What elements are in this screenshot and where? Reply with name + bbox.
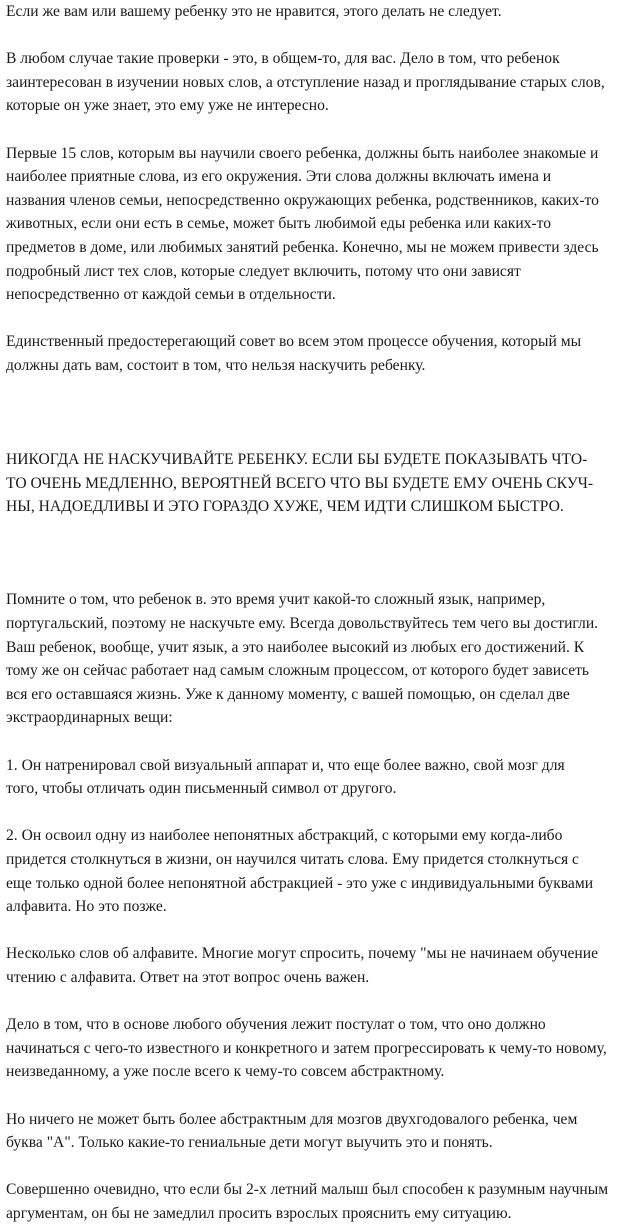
text-line: которые он уже знает, это ему уже не интересно. [6, 97, 329, 115]
text-line: Дело в том, что в основе любого обучения лежит постулат о том, что оно должно [6, 1016, 546, 1034]
paragraph-2 [6, 47, 616, 118]
text-line: португальский, поэтому не наскучьте ему. Всегда довольствуйтесь тем чего вы достигли. [6, 615, 599, 633]
text-line: буква "А". Только какие-то гениальные дети могут выучить это и понять. [6, 1134, 493, 1152]
text-line: В любом случае такие проверки - это, в общем-то, для вас. Дело в том, что ребенок [6, 50, 560, 68]
text-line: Несколько слов об алфавите. Многие могут спросить, почему "мы не начинаем обучение [6, 945, 599, 963]
text-line: экстраординарных вещи: [6, 709, 173, 727]
text-line: еще только одной более непонятной абстракцией - это уже с индивидуальными буквами [6, 874, 594, 892]
text-line: аргументам, он бы не замедлил просить взрослых прояснить ему ситуацию. [6, 1204, 512, 1222]
paragraph-6 [6, 588, 616, 730]
text-line: тому же он сейчас работает над самым сложным процессом, от которого будет зависеть [6, 662, 590, 680]
text-line: НЫ, НАДОЕДЛИВЫ И ЭТО ГОРАЗДО ХУЖЕ, ЧЕМ ИДТИ СЛИШКОМ БЫСТРО. [6, 498, 564, 516]
text-line: начинаться с чего-то известного и конкретного и затем прогрессировать к чему-то новому, [6, 1039, 607, 1057]
text-line: наиболее приятные слова, из его окружения. Эти слова должны включать имена и [6, 168, 552, 186]
document-page [6, 0, 616, 1226]
text-line: должны дать вам, состоит в том, что нельзя наскучить ребенку. [6, 356, 426, 374]
paragraph-7 [6, 754, 616, 801]
text-line: предметов в доме, или любимых занятий ребенка. Конечно, мы не можем привести здесь [6, 238, 599, 256]
paragraph-11 [6, 1108, 616, 1155]
paragraph-4 [6, 330, 616, 377]
paragraph-10 [6, 1013, 616, 1084]
text-line: Помните о том, что ребенок в. это время учит какой-то сложный язык, например, [6, 591, 546, 609]
text-line: Единственный предостерегающий совет во всем этом процессе обучения, который мы [6, 333, 582, 351]
text-line: непосредственно от каждой семьи в отдельности. [6, 286, 336, 304]
text-line: чтению с алфавита. Ответ на этот вопрос очень важен. [6, 968, 370, 986]
paragraph-1 [6, 0, 616, 24]
text-line: Но ничего не может быть более абстрактным для мозгов двухгодовалого ребенка, чем [6, 1110, 578, 1128]
text-line: заинтересован в изучении новых слов, а отступление назад и проглядывание старых слов, [6, 73, 605, 91]
text-line: Ваш ребенок, вообще, учит язык, а это наиболее высокий из любых его достижений. К [6, 638, 585, 656]
warning-paragraph [6, 448, 616, 519]
text-line: Первые 15 слов, которым вы научили своего ребенка, должны быть наиболее знакомые и [6, 144, 599, 162]
text-line: названия членов семьи, непосредственно окружающих ребенка, родственников, каких-то [6, 191, 599, 209]
text-line: 1. Он натренировал свой визуальный аппарат и, что еще более важно, свой мозг для [6, 756, 565, 774]
text-line: 2. Он освоил одну из наиболее непонятных абстракций, с которыми ему когда-либо [6, 827, 563, 845]
text-line: неизведанному, а уже после всего к чему-то совсем абстрактному. [6, 1063, 445, 1081]
text-line: вся его оставшаяся жизнь. Уже к данному моменту, с вашей помощью, он сделал две [6, 685, 570, 703]
paragraph-9 [6, 942, 616, 989]
text-line: придется столкнуться в жизни, он научился читать слова. Ему придется столкнуться с [6, 851, 579, 868]
paragraph-8 [6, 824, 616, 918]
text-line: НИКОГДА НЕ НАСКУЧИВАЙТЕ РЕБЕНКУ. ЕСЛИ БЫ БУДЕТЕ ПОКАЗЫВАТЬ ЧТО- [6, 451, 588, 469]
paragraph-3 [6, 142, 616, 307]
text-line: Если же вам или вашему ребенку это не нравится, этого делать не следует. [6, 3, 502, 20]
text-line: ТО ОЧЕНЬ МЕДЛЕННО, ВЕРОЯТНЕЙ ВСЕГО ЧТО ВЫ БУДЕТЕ ЕМУ ОЧЕНЬ СКУЧ- [6, 474, 594, 492]
paragraph-12 [6, 1178, 616, 1225]
text-line: того, чтобы отличать один письменный символ от другого. [6, 780, 397, 798]
text-line: животных, если они есть в семье, может быть любимой еды ребенка или каких-то [6, 215, 552, 233]
text-line: Совершенно очевидно, что если бы 2-х летний малыш был способен к разумным научным [6, 1181, 609, 1199]
text-line: подробный лист тех слов, которые следует включить, потому что они зависят [6, 262, 521, 280]
text-line: алфавита. Но это позже. [6, 898, 167, 916]
